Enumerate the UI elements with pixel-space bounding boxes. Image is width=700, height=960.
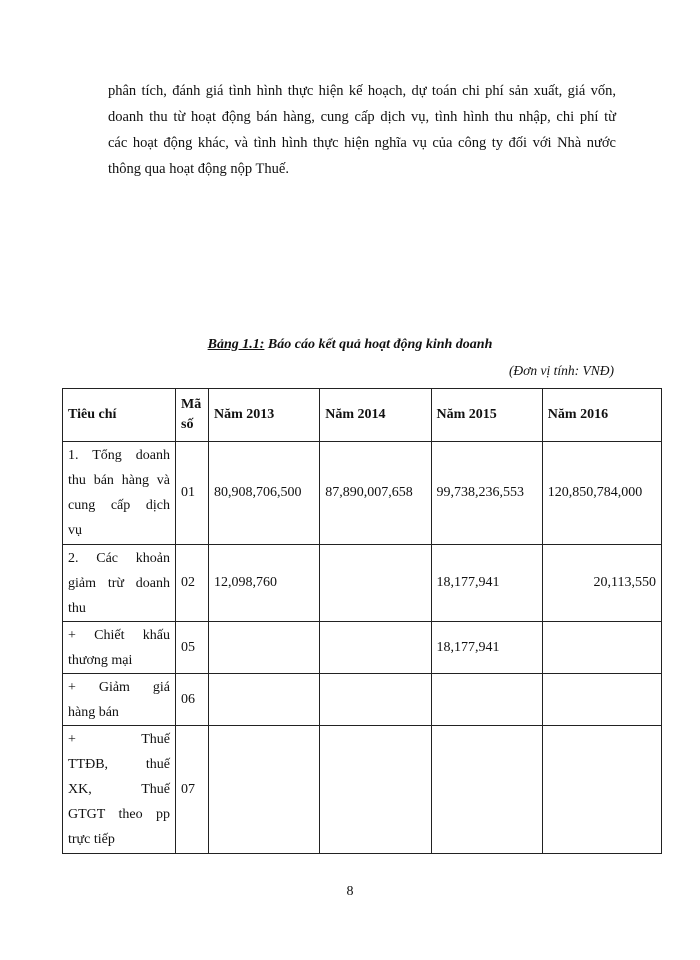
criteria-line: + Chiết khấu xyxy=(68,627,170,643)
criteria-line: thu bán hàng và xyxy=(68,473,170,488)
value-2013 xyxy=(209,622,320,674)
row-code: 06 xyxy=(176,674,209,726)
row-code: 05 xyxy=(176,622,209,674)
criteria-line: TTĐB, thuế xyxy=(68,757,170,772)
row-criteria xyxy=(63,442,176,545)
value-2013 xyxy=(209,726,320,854)
header-code xyxy=(176,389,209,442)
unit-note: (Đơn vị tính: VNĐ) xyxy=(508,363,614,378)
header-year-2013: Năm 2013 xyxy=(209,389,320,442)
page-number: 8 xyxy=(346,884,354,899)
criteria-line: hàng bán xyxy=(68,704,119,720)
header-criteria: Tiêu chí xyxy=(63,389,176,442)
value-2013: 80,908,706,500 xyxy=(209,442,320,545)
row-criteria xyxy=(63,674,176,726)
paragraph-line: các hoạt động khác, và tình hình thực hiện nghĩa vụ của công ty đối với Nhà nước xyxy=(108,135,616,151)
criteria-line: trực tiếp xyxy=(68,832,115,847)
header-year-2016: Năm 2016 xyxy=(542,389,661,442)
criteria-line: 1. Tổng doanh xyxy=(68,448,170,463)
row-code: 02 xyxy=(176,545,209,622)
criteria-line: vụ xyxy=(68,523,82,538)
paragraph-line: thông qua hoạt động nộp Thuế. xyxy=(108,161,289,177)
criteria-line: thu xyxy=(68,600,86,616)
criteria-line: GTGT theo pp xyxy=(68,807,170,822)
criteria-line: 2. Các khoản xyxy=(68,550,170,566)
value-2014: 87,890,007,658 xyxy=(320,442,431,545)
table-header-row xyxy=(63,389,662,442)
table-row xyxy=(63,674,662,726)
value-2015: 99,738,236,553 xyxy=(431,442,542,545)
criteria-line: + Thuế xyxy=(68,732,170,747)
criteria-line: giảm trừ doanh xyxy=(68,575,170,591)
value-2016 xyxy=(542,622,661,674)
value-2014 xyxy=(320,726,431,854)
value-2016 xyxy=(542,674,661,726)
row-code: 01 xyxy=(176,442,209,545)
criteria-line: cung cấp dịch xyxy=(68,498,170,513)
table-row xyxy=(63,545,662,622)
value-2015: 18,177,941 xyxy=(431,622,542,674)
body-paragraph xyxy=(108,78,616,182)
value-2015: 18,177,941 xyxy=(431,545,542,622)
header-year-2015: Năm 2015 xyxy=(431,389,542,442)
header-year-2014: Năm 2014 xyxy=(320,389,431,442)
table-caption xyxy=(0,337,700,353)
table-caption-title: Báo cáo kết quả hoạt động kinh doanh xyxy=(264,337,493,352)
value-2016: 20,113,550 xyxy=(542,545,661,622)
value-2014 xyxy=(320,545,431,622)
table-row xyxy=(63,726,662,854)
paragraph-line: doanh thu từ hoạt động bán hàng, cung cấp dịch vụ, tình hình thu nhập, chi phí từ xyxy=(108,109,616,125)
value-2014 xyxy=(320,622,431,674)
row-criteria xyxy=(63,622,176,674)
row-criteria xyxy=(63,726,176,854)
table-caption-label: Bảng 1.1: xyxy=(207,337,265,352)
value-2015 xyxy=(431,674,542,726)
header-code-line: Mã xyxy=(181,397,202,412)
table-row xyxy=(63,622,662,674)
value-2015 xyxy=(431,726,542,854)
business-results-table xyxy=(62,388,662,854)
row-code: 07 xyxy=(176,726,209,854)
value-2016: 120,850,784,000 xyxy=(542,442,661,545)
header-code-line: số xyxy=(181,417,194,432)
paragraph-line: phân tích, đánh giá tình hình thực hiện kế hoạch, dự toán chi phí sản xuất, giá vốn, xyxy=(108,83,616,99)
criteria-line: XK, Thuế xyxy=(68,782,170,797)
value-2013: 12,098,760 xyxy=(209,545,320,622)
row-criteria xyxy=(63,545,176,622)
criteria-line: thương mại xyxy=(68,652,133,668)
value-2016 xyxy=(542,726,661,854)
table-row xyxy=(63,442,662,545)
value-2014 xyxy=(320,674,431,726)
criteria-line: + Giảm giá xyxy=(68,679,170,695)
value-2013 xyxy=(209,674,320,726)
